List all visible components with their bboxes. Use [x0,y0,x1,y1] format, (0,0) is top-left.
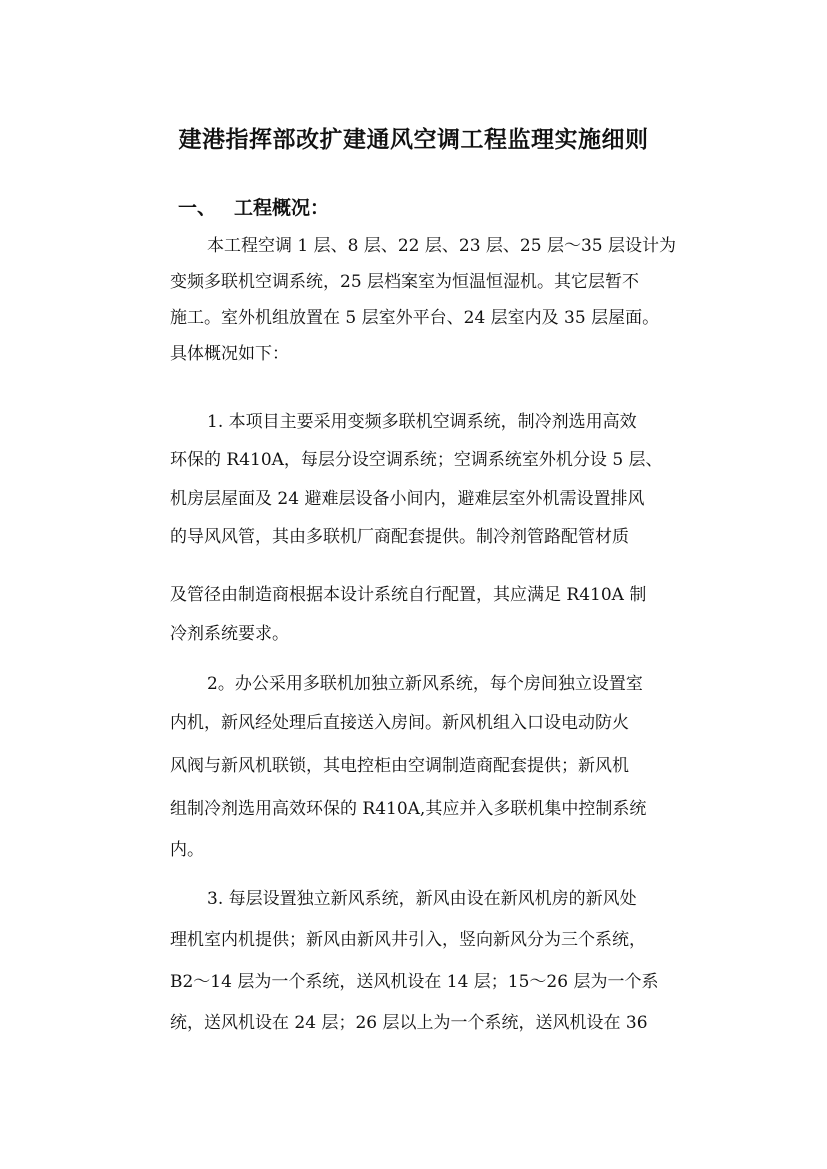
section-number: 一、 [178,197,217,219]
document-title: 建港指挥部改扩建通风空调工程监理实施细则 [178,126,649,153]
paragraph-line: 具体概况如下： [170,344,289,364]
paragraph-line: 本工程空调 1 层、8 层、22 层、23 层、25 层～35 层设计为 [207,236,676,256]
paragraph-line: 组制冷剂选用高效环保的 R410A,其应并入多联机集中控制系统 [170,799,647,819]
section-heading-text: 工程概况： [234,197,330,219]
paragraph-line: B2～14 层为一个系统，送风机设在 14 层；15～26 层为一个系 [170,972,659,992]
paragraph-line: 2。办公采用多联机加独立新风系统，每个房间独立设置室 [207,674,643,694]
paragraph-line: 3. 每层设置独立新风系统，新风由设在新风机房的新风处 [207,889,637,909]
paragraph-line: 内。 [170,840,204,860]
paragraph-line: 理机室内机提供；新风由新风井引入，竖向新风分为三个系统， [170,930,646,950]
paragraph-line: 变频多联机空调系统，25 层档案室为恒温恒湿机。其它层暂不 [170,272,640,292]
paragraph-line: 统，送风机设在 24 层；26 层以上为一个系统，送风机设在 36 [170,1013,648,1033]
section-heading [178,193,329,223]
paragraph-line: 冷剂系统要求。 [170,624,289,644]
paragraph-line: 环保的 R410A，每层分设空调系统；空调系统室外机分设 5 层、 [170,450,663,470]
paragraph-line: 风阀与新风机联锁，其电控柜由空调制造商配套提供；新风机 [170,756,629,776]
paragraph-line: 施工。室外机组放置在 5 层室外平台、24 层室内及 35 层屋面。 [170,308,660,328]
paragraph-line: 及管径由制造商根据本设计系统自行配置，其应满足 R410A 制 [170,585,647,605]
paragraph-line: 的导风风管，其由多联机厂商配套提供。制冷剂管路配管材质 [170,527,629,547]
paragraph-line: 内机，新风经处理后直接送入房间。新风机组入口设电动防火 [170,713,629,733]
paragraph-line: 机房层屋面及 24 避难层设备小间内，避难层室外机需设置排风 [170,489,645,509]
paragraph-line: 1. 本项目主要采用变频多联机空调系统，制冷剂选用高效 [207,412,637,432]
